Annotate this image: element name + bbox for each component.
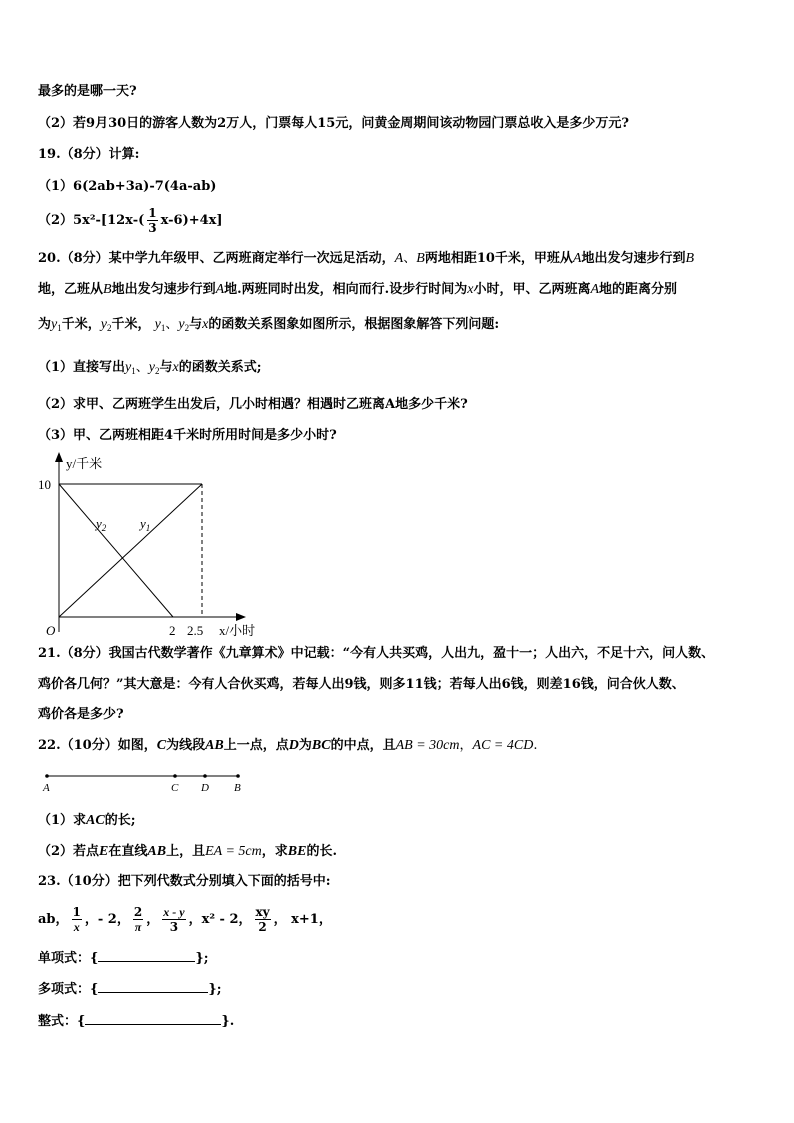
q22-var: AB <box>205 738 224 753</box>
q22-var: C <box>156 738 167 753</box>
frac-num: x - y <box>163 905 185 919</box>
q22-var: AC <box>86 813 105 828</box>
q22-text: （1）求 <box>38 813 87 828</box>
dot-b <box>236 774 240 778</box>
label-y1-sub: 1 <box>145 523 151 533</box>
q20-line2 <box>38 282 677 298</box>
x-axis-arrow <box>236 613 246 621</box>
q23-heading: 23.（10分）把下列代数式分别填入下面的括号中: <box>38 874 331 889</box>
var-x: x <box>467 282 474 297</box>
q22-var: D <box>288 738 299 753</box>
subscript: 2 <box>106 323 112 333</box>
var-x: x <box>202 317 209 332</box>
q22-text: 在直线 <box>108 844 148 859</box>
point-b: B <box>103 282 112 297</box>
label-b: B <box>234 782 241 794</box>
subscript: 2 <box>184 323 190 333</box>
q20-text: 两地相距10千米，甲班从 <box>424 251 573 266</box>
q22-var: BE <box>287 844 307 859</box>
origin-label: O <box>46 623 56 638</box>
q19-fraction-num: 1 <box>148 206 157 220</box>
var-y1 <box>125 360 136 375</box>
expr-minus-2: - 2， <box>97 912 130 927</box>
subscript: 1 <box>57 323 62 333</box>
label-a: A <box>43 782 50 794</box>
q20-punct: 、 <box>165 317 179 332</box>
dot-d <box>203 774 207 778</box>
var-x: x <box>172 360 179 375</box>
frac-num: xy <box>255 905 270 919</box>
integral-end: }. <box>221 1014 235 1029</box>
polynomial-label: 多项式：{ <box>38 982 99 997</box>
point-b: B <box>416 251 425 266</box>
q19-part2-expr-end: x-6)+4x] <box>160 213 223 228</box>
q19-part2-expr-start: （2）5x²-[12x-( <box>38 213 145 228</box>
var-y: y <box>51 317 58 332</box>
var-y2 <box>149 360 160 375</box>
q22-text: 的长. <box>306 844 337 859</box>
var-y2 <box>178 317 189 332</box>
subscript: 1 <box>131 366 136 376</box>
series-y2 <box>59 484 173 617</box>
y-axis-label: y/千米 <box>66 456 103 471</box>
expr-x-plus-1: ， x+1， <box>273 912 332 927</box>
q21-line3: 鸡价各是多少? <box>38 707 124 722</box>
q20-text: 与 <box>159 360 173 375</box>
dot-c <box>173 774 177 778</box>
q20-text: 与 <box>189 317 203 332</box>
q20-text: 小时，甲、乙两班离 <box>473 282 591 297</box>
q20-part3: （3）甲、乙两班相距4千米时所用时间是多少小时? <box>38 428 337 443</box>
q20-text: （1）直接写出 <box>38 360 126 375</box>
q21-line2: 鸡价各几何？”其大意是：今有人合伙买鸡，若每人出9钱，则多11钱；若每人出6钱，则差16钱，问合伙人数、 <box>38 677 685 692</box>
q19-heading: 19.（8分）计算: <box>38 147 140 162</box>
frac-den: x <box>73 920 80 934</box>
label-y1-var: y <box>140 516 146 531</box>
label-y2-sub: 2 <box>101 523 107 533</box>
q20-text: 千米， <box>61 317 101 332</box>
q20-text: 的函数关系图象如图所示，根据图象解答下列问题: <box>208 317 500 332</box>
expr-sep: ， <box>84 912 98 927</box>
q22-var: BC <box>311 738 331 753</box>
q19-fraction <box>147 206 157 235</box>
polynomial-blank[interactable] <box>98 980 208 993</box>
dot-a <box>45 774 49 778</box>
q22-text: （2）若点 <box>38 844 100 859</box>
frac-den: 2 <box>258 920 267 934</box>
expr-frac-1-x <box>72 905 82 934</box>
point-a: A <box>590 282 600 297</box>
q20-text: 地出发匀速步行到 <box>581 251 686 266</box>
q20-text: 千米， <box>111 317 151 332</box>
var-y: y <box>100 317 107 332</box>
q23-integral-row <box>38 1012 234 1030</box>
q21-line1: 21.（8分）我国古代数学著作《九章算术》中记载：“今有人共买鸡，人出九，盈十一；人出六，不足十六，问人数、 <box>38 646 715 661</box>
var-y: y <box>178 317 185 332</box>
label-y1 <box>138 516 150 533</box>
label-y2-var: y <box>96 516 102 531</box>
q22-part1 <box>38 813 136 829</box>
frac-num: 1 <box>72 905 81 919</box>
point-a: A <box>394 251 404 266</box>
q22-var: AB <box>147 844 167 859</box>
q23-expressions <box>38 898 332 942</box>
subscript: 1 <box>160 323 166 333</box>
monomial-label: 单项式：{ <box>38 951 99 966</box>
var-y: y <box>125 360 132 375</box>
var-y2 <box>101 317 112 332</box>
integral-label: 整式：{ <box>38 1014 86 1029</box>
monomial-end: }; <box>195 951 209 966</box>
q22-punct: . <box>533 738 538 753</box>
x-tick-2: 2 <box>169 623 176 638</box>
q20-part1 <box>38 360 262 379</box>
q20-text: 为 <box>38 317 52 332</box>
q19-part1: （1）6(2ab+3a)-7(4a-ab) <box>38 179 217 194</box>
q22-text: 为 <box>298 738 312 753</box>
q20-text: 的函数关系式; <box>178 360 262 375</box>
q22-equation: AB = 30cm <box>395 738 460 753</box>
point-a: A <box>215 282 225 297</box>
point-a: A <box>572 251 582 266</box>
q22-text: 的长; <box>104 813 136 828</box>
expr-ab: ab， <box>38 912 69 927</box>
expr-frac-x-minus-y <box>162 905 185 934</box>
q23-monomial-row <box>38 949 209 967</box>
q22-text: 上一点，点 <box>223 738 289 753</box>
q20-line3 <box>38 317 499 336</box>
monomial-blank[interactable] <box>98 949 195 962</box>
q20-text: 地.两班同时出发，相向而行.设步行时间为 <box>224 282 468 297</box>
label-c: C <box>171 782 179 794</box>
var-y1 <box>155 317 166 332</box>
q20-line1 <box>38 251 694 267</box>
point-b: B <box>685 251 695 266</box>
label-y2 <box>94 516 107 533</box>
q22-part2 <box>38 844 337 860</box>
integral-blank[interactable] <box>85 1012 221 1025</box>
expr-x2-minus-2: ，x² - 2， <box>188 912 252 927</box>
expr-frac-xy-2 <box>255 905 271 934</box>
q20-text: 地的距离分别 <box>599 282 678 297</box>
var-y: y <box>148 360 155 375</box>
var-y: y <box>154 317 161 332</box>
q22-var: E <box>99 844 109 859</box>
q22-equation: AC = 4CD <box>472 738 534 753</box>
frac-den: π <box>134 920 142 934</box>
q22-text: 为线段 <box>166 738 206 753</box>
q20-punct: 、 <box>135 360 149 375</box>
x-axis-label: x/小时 <box>219 623 256 638</box>
frac-num: 2 <box>133 905 143 919</box>
y-tick-10: 10 <box>38 477 51 492</box>
q20-text: 地出发匀速步行到 <box>111 282 216 297</box>
q20-text: 地，乙班从 <box>38 282 104 297</box>
label-d: D <box>201 782 209 794</box>
q22-text: 22.（10分）如图， <box>38 738 157 753</box>
expr-sep: ， <box>146 912 160 927</box>
prev-question-line: 最多的是哪一天? <box>38 84 137 99</box>
subscript: 2 <box>155 366 160 376</box>
q22-text: 的中点，且 <box>330 738 396 753</box>
q22-line1 <box>38 738 537 754</box>
q22-segment-figure <box>38 766 258 796</box>
q22-punct: ， <box>459 738 473 753</box>
q20-graph <box>30 450 280 645</box>
q23-polynomial-row <box>38 980 222 998</box>
q22-equation: EA = 5cm <box>205 844 262 859</box>
q20-text: 20.（8分）某中学九年级甲、乙两班商定举行一次远足活动， <box>38 251 395 266</box>
expr-frac-2-pi <box>133 905 143 934</box>
y-axis-arrow <box>55 452 63 462</box>
q20-punct: 、 <box>403 251 417 266</box>
var-y1 <box>51 317 62 332</box>
q19-fraction-den: 3 <box>148 221 157 235</box>
q19-part2 <box>38 206 223 235</box>
series-y1 <box>59 484 202 617</box>
x-tick-2-5: 2.5 <box>187 623 204 638</box>
q22-text: 上，且 <box>166 844 206 859</box>
q22-text: ，求 <box>261 844 288 859</box>
prev-question-part2: （2）若9月30日的游客人数为2万人，门票每人15元，问黄金周期间该动物园门票总收入是多少万元? <box>38 116 629 131</box>
frac-den: 3 <box>169 920 179 934</box>
polynomial-end: }; <box>208 982 222 997</box>
q20-part2: （2）求甲、乙两班学生出发后，几小时相遇？相遇时乙班离A地多少千米? <box>38 397 468 412</box>
